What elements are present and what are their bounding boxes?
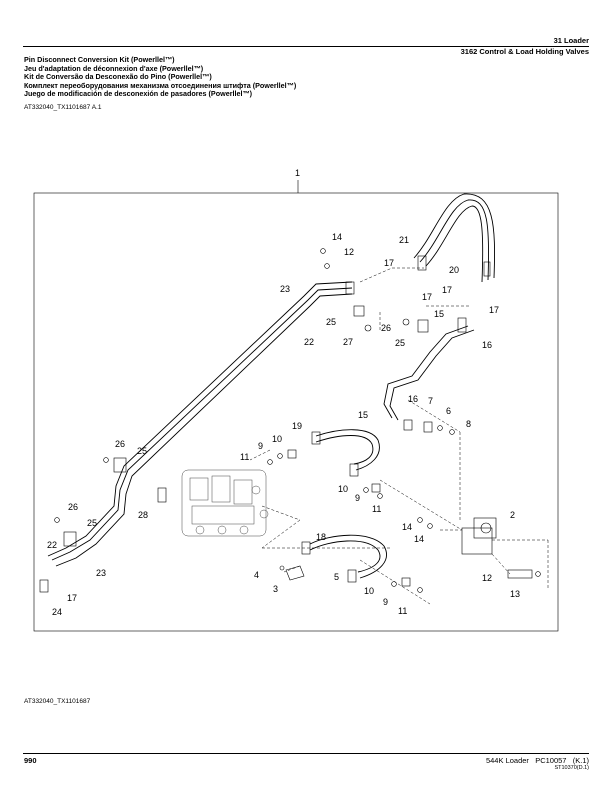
callout-22a: 22: [304, 337, 315, 347]
catalog-number: PC10057: [535, 756, 567, 765]
title-portuguese: Kit de Conversão da Desconexão do Pino (Powerllel™): [24, 72, 212, 82]
callout-8: 8: [466, 419, 472, 429]
title-french: Jeu d'adaptation de déconnexion d'axe (Powerllel™): [24, 63, 204, 73]
subsection-title: 3162 Control & Load Holding Valves: [460, 47, 589, 56]
callout-12a: 12: [344, 247, 355, 257]
revision: (K.1): [572, 756, 589, 765]
callout-13: 13: [510, 589, 521, 599]
kit-frame: [34, 193, 558, 631]
footer-info: [486, 756, 589, 765]
callout-27: 27: [343, 337, 354, 347]
callout-4: 4: [254, 570, 260, 580]
model-name: 544K Loader: [485, 756, 529, 765]
callout-22b: 22: [47, 540, 58, 550]
callout-17a: 17: [384, 258, 395, 268]
callout-24: 24: [52, 607, 63, 617]
control-valve: [182, 470, 268, 536]
title-spanish: Juego de modificación de desconexión de pasadores (Powerllel™): [24, 89, 253, 99]
hose-19: [316, 430, 379, 470]
callout-18: 18: [316, 532, 327, 542]
callout-28: 28: [138, 510, 149, 520]
callout-14b: 14: [402, 522, 413, 532]
callout-17e: 17: [67, 593, 78, 603]
callout-9a: 9: [258, 441, 264, 451]
callout-15b: 15: [358, 410, 369, 420]
callout-11b: 11: [372, 504, 382, 514]
callout-7: 7: [428, 396, 434, 406]
callout-23a: 23: [280, 284, 291, 294]
document-code: ST10370(D.1): [554, 765, 589, 771]
load-holding-valve: [462, 518, 496, 554]
callout-10a: 10: [272, 434, 283, 444]
callout-16b: 16: [408, 394, 419, 404]
callout-20: 20: [449, 265, 460, 275]
callout-16a: 16: [482, 340, 493, 350]
callout-17b: 17: [422, 292, 433, 302]
callout-15a: 15: [434, 309, 445, 319]
callout-26c: 26: [68, 502, 79, 512]
callout-11a: 11: [240, 452, 250, 462]
callout-11c: 11: [398, 606, 408, 616]
callout-5: 5: [334, 572, 340, 582]
callout-26b: 26: [115, 439, 126, 449]
callout-labels: [47, 168, 520, 617]
callout-3: 3: [273, 584, 279, 594]
callout-23b: 23: [96, 568, 107, 578]
title-russian: Комплект переоборудования механизма отсоединения штифта (Powerllel™): [24, 80, 297, 90]
figure-ref-top: AT332040_TX1101687 A.1: [24, 104, 102, 111]
page-number: 990: [24, 756, 37, 765]
title-english: Pin Disconnect Conversion Kit (Powerllel™): [24, 55, 175, 64]
callout-2: 2: [510, 510, 516, 520]
callout-9c: 9: [383, 597, 389, 607]
callout-1: 1: [295, 168, 301, 178]
callout-14a: 14: [332, 232, 343, 242]
callout-6: 6: [446, 406, 452, 416]
callout-25c: 25: [137, 446, 148, 456]
figure-ref-bottom: AT332040_TX1101687: [24, 698, 91, 705]
footer-rule: [23, 753, 589, 754]
callout-17c: 17: [442, 285, 453, 295]
callout-10c: 10: [364, 586, 375, 596]
callout-9b: 9: [355, 493, 361, 503]
callout-17d: 17: [489, 305, 500, 315]
callout-14c: 14: [414, 534, 425, 544]
callout-25b: 25: [395, 338, 406, 348]
callout-25d: 25: [87, 518, 98, 528]
callout-19: 19: [292, 421, 303, 431]
callout-21: 21: [399, 235, 410, 245]
callout-25a: 25: [326, 317, 337, 327]
section-title: 31 Loader: [553, 36, 589, 45]
callout-26a: 26: [381, 323, 392, 333]
callout-10b: 10: [338, 484, 349, 494]
callout-12b: 12: [482, 573, 493, 583]
